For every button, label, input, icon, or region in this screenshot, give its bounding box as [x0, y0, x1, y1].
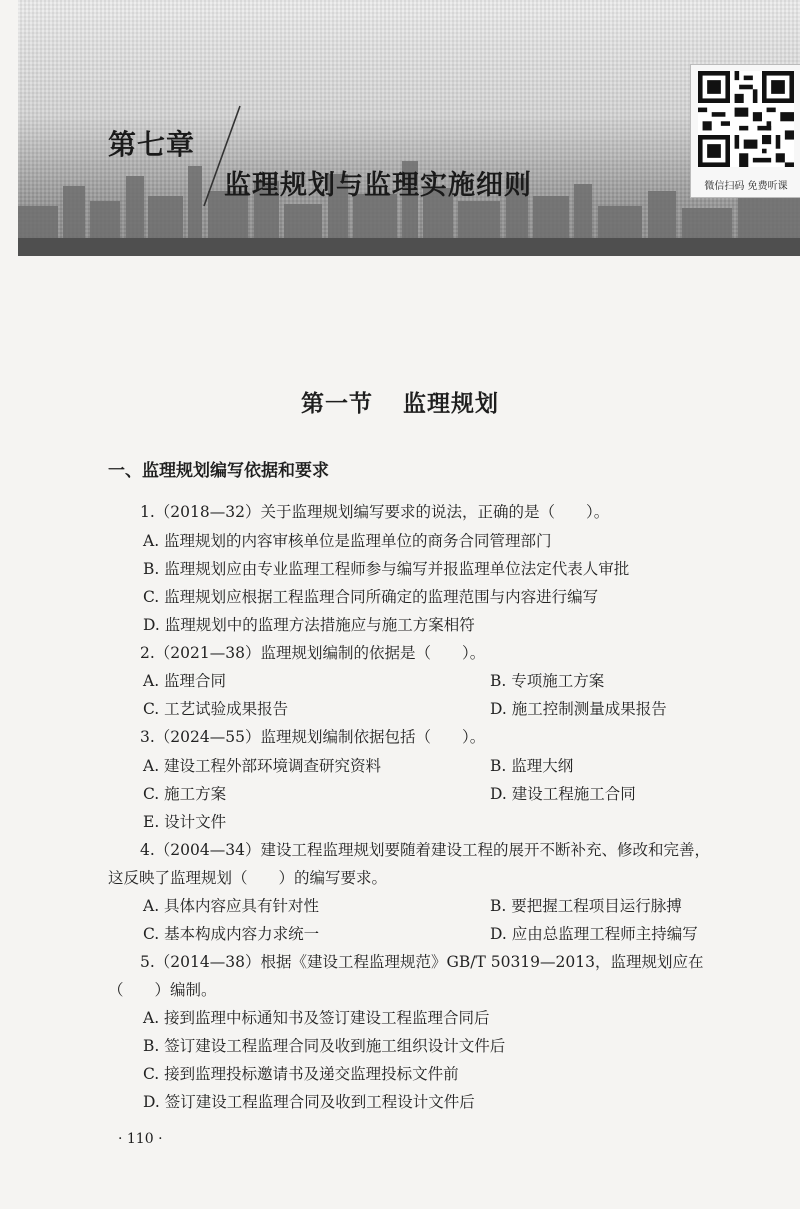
question-5-stem-continued: （ ）编制。: [108, 981, 217, 999]
question-3-option-e: E. 设计文件: [143, 813, 227, 831]
section-title: 监理规划: [403, 391, 499, 417]
question-1-option-b: B. 监理规划应由专业监理工程师参与编写并报监理单位法定代表人审批: [143, 560, 630, 578]
question-1-option-d: D. 监理规划中的监理方法措施应与施工方案相符: [143, 616, 475, 634]
chapter-banner: [18, 0, 800, 256]
question-5-option-b: B. 签订建设工程监理合同及收到施工组织设计文件后: [143, 1037, 506, 1055]
question-3-stem: 3.（2024—55）监理规划编制依据包括（ ）。: [140, 728, 486, 746]
subsection-heading: 一、监理规划编写依据和要求: [108, 461, 329, 481]
question-4-option-a: A. 具体内容应具有针对性: [143, 897, 320, 915]
question-1-option-c: C. 监理规划应根据工程监理合同所确定的监理范围与内容进行编写: [143, 588, 599, 606]
question-3-option-b: B. 监理大纲: [490, 757, 574, 775]
question-4-option-c: C. 基本构成内容力求统一: [143, 925, 320, 943]
question-1-option-a: A. 监理规划的内容审核单位是监理单位的商务合同管理部门: [143, 532, 552, 550]
question-4-option-d: D. 应由总监理工程师主持编写: [490, 925, 698, 943]
question-2-option-a: A. 监理合同: [143, 672, 227, 690]
page-number: · 110 ·: [118, 1131, 163, 1147]
question-5-option-d: D. 签订建设工程监理合同及收到工程设计文件后: [143, 1093, 475, 1111]
question-1-stem: 1.（2018—32）关于监理规划编写要求的说法，正确的是（ ）。: [140, 503, 610, 521]
qr-code-panel[interactable]: [690, 64, 800, 198]
question-5-stem: 5.（2014—38）根据《建设工程监理规范》GB/T 50319—2013，监理规划应在: [140, 953, 704, 971]
question-4-stem-continued: 这反映了监理规划（ ）的编写要求。: [108, 869, 388, 887]
qr-caption: 微信扫码 免费听课: [704, 181, 788, 192]
section-heading: [0, 385, 800, 418]
question-5-option-c: C. 接到监理投标邀请书及递交监理投标文件前: [143, 1065, 459, 1083]
question-4-option-b: B. 要把握工程项目运行脉搏: [490, 897, 682, 915]
question-2-option-b: B. 专项施工方案: [490, 672, 605, 690]
chapter-number: 第七章: [108, 128, 196, 161]
question-3-option-c: C. 施工方案: [143, 785, 227, 803]
question-3-option-a: A. 建设工程外部环境调查研究资料: [143, 757, 382, 775]
question-3-option-d: D. 建设工程施工合同: [490, 785, 636, 803]
question-2-option-d: D. 施工控制测量成果报告: [490, 700, 667, 718]
question-5-option-a: A. 接到监理中标通知书及签订建设工程监理合同后: [143, 1009, 490, 1027]
qr-code-icon: [698, 71, 794, 167]
section-number: 第一节: [301, 391, 373, 417]
question-2-stem: 2.（2021—38）监理规划编制的依据是（ ）。: [140, 644, 486, 662]
question-2-option-c: C. 工艺试验成果报告: [143, 700, 289, 718]
question-4-stem: 4.（2004—34）建设工程监理规划要随着建设工程的展开不断补充、修改和完善，: [140, 841, 710, 859]
chapter-title: 监理规划与监理实施细则: [224, 170, 532, 201]
